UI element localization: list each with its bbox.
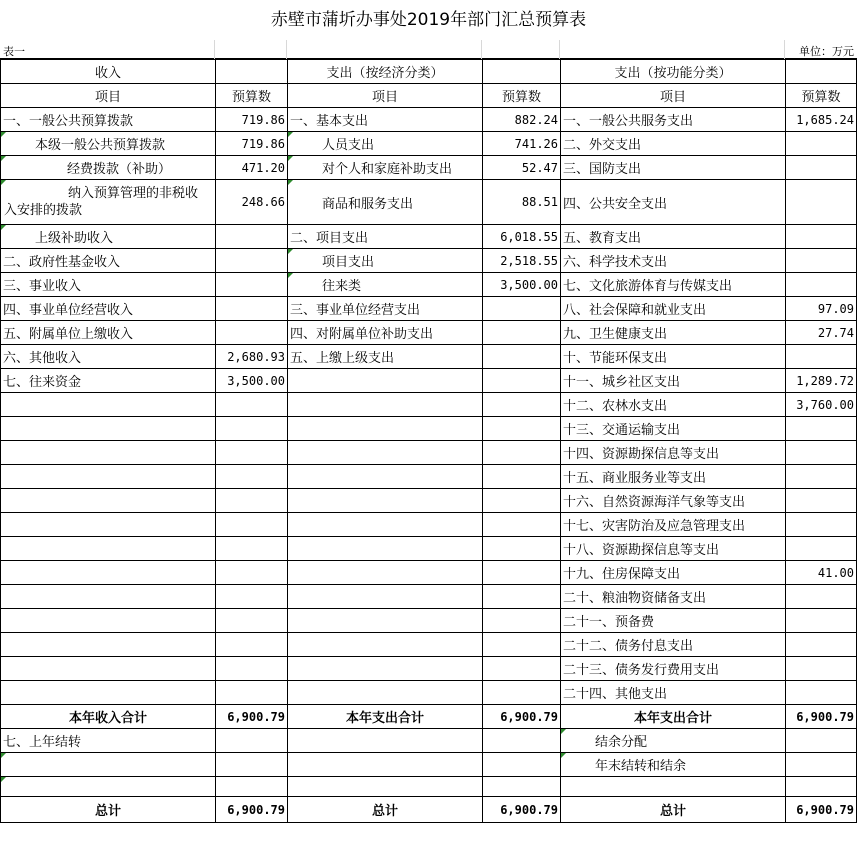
table-row: [1, 753, 857, 777]
table-row: [1, 585, 857, 609]
econ-total-label: 总计: [288, 797, 483, 823]
income-item: [1, 657, 216, 681]
func-amount: [786, 132, 857, 156]
income-item: [1, 585, 216, 609]
econ-item: [288, 561, 483, 585]
func-item: 一、一般公共服务支出: [561, 108, 786, 132]
income-item: 一、一般公共预算拨款: [1, 108, 216, 132]
econ-item: 对个人和家庭补助支出: [288, 156, 483, 180]
col-item-income: 项目: [1, 84, 216, 108]
income-amount: 719.86: [216, 108, 288, 132]
income-amount: 719.86: [216, 132, 288, 156]
func-total-value: 6,900.79: [786, 797, 857, 823]
income-amount: [216, 681, 288, 705]
econ-item: 一、基本支出: [288, 108, 483, 132]
income-amount: [216, 753, 288, 777]
func-amount: [786, 633, 857, 657]
func-amount: [786, 465, 857, 489]
econ-section-header: 支出（按经济分类）: [288, 60, 483, 84]
econ-amount: [483, 681, 561, 705]
func-amount: [786, 489, 857, 513]
income-amount: [216, 657, 288, 681]
func-item: 五、教育支出: [561, 225, 786, 249]
col-amount-func: 预算数: [786, 84, 857, 108]
func-amount: 41.00: [786, 561, 857, 585]
income-amount: [216, 321, 288, 345]
econ-item: [288, 537, 483, 561]
income-item: [1, 441, 216, 465]
econ-amount: [483, 297, 561, 321]
income-amount: 248.66: [216, 180, 288, 225]
income-item: [1, 609, 216, 633]
func-item: 十二、农林水支出: [561, 393, 786, 417]
col-item-econ: 项目: [288, 84, 483, 108]
econ-amount: [483, 465, 561, 489]
table-row: [1, 345, 857, 369]
func-amount: 27.74: [786, 321, 857, 345]
table-row: [1, 108, 857, 132]
econ-item: [288, 729, 483, 753]
func-amount: [786, 225, 857, 249]
table-row: [1, 393, 857, 417]
econ-amount: [483, 537, 561, 561]
econ-item: 五、上缴上级支出: [288, 345, 483, 369]
income-item: 上级补助收入: [1, 225, 216, 249]
econ-item: 商品和服务支出: [288, 180, 483, 225]
econ-item: [288, 441, 483, 465]
income-amount: [216, 417, 288, 441]
func-amount: [786, 441, 857, 465]
econ-amount: [483, 417, 561, 441]
func-subtotal-label: 本年支出合计: [561, 705, 786, 729]
econ-amount: 2,518.55: [483, 249, 561, 273]
income-item: 六、其他收入: [1, 345, 216, 369]
econ-item: [288, 417, 483, 441]
income-item: [1, 777, 216, 797]
func-item: 二十三、债务发行费用支出: [561, 657, 786, 681]
func-item: 六、科学技术支出: [561, 249, 786, 273]
income-item: [1, 633, 216, 657]
budget-table: [0, 59, 857, 823]
total-row: [1, 797, 857, 823]
econ-amount: [483, 585, 561, 609]
econ-amount: 882.24: [483, 108, 561, 132]
func-section-header: 支出（按功能分类）: [561, 60, 786, 84]
income-amount: [216, 489, 288, 513]
econ-amount: 741.26: [483, 132, 561, 156]
func-item: 年末结转和结余: [561, 753, 786, 777]
econ-item: 往来类: [288, 273, 483, 297]
table-row: [1, 561, 857, 585]
econ-amount: [483, 489, 561, 513]
func-item: 十四、资源勘探信息等支出: [561, 441, 786, 465]
income-amount: [216, 273, 288, 297]
income-amount: [216, 777, 288, 797]
income-item: 四、事业单位经营收入: [1, 297, 216, 321]
column-header-row: [1, 84, 857, 108]
econ-amount: [483, 609, 561, 633]
income-amount: [216, 225, 288, 249]
econ-item: 三、事业单位经营支出: [288, 297, 483, 321]
table-row: [1, 465, 857, 489]
income-item: [1, 489, 216, 513]
income-amount: [216, 465, 288, 489]
func-item: 十五、商业服务业等支出: [561, 465, 786, 489]
income-item: 五、附属单位上缴收入: [1, 321, 216, 345]
econ-item: 四、对附属单位补助支出: [288, 321, 483, 345]
func-item: 十八、资源勘探信息等支出: [561, 537, 786, 561]
econ-item: 项目支出: [288, 249, 483, 273]
income-item: 三、事业收入: [1, 273, 216, 297]
income-item: 七、上年结转: [1, 729, 216, 753]
econ-amount: [483, 513, 561, 537]
econ-item: [288, 513, 483, 537]
func-amount: 97.09: [786, 297, 857, 321]
econ-amount: [483, 657, 561, 681]
func-item: 十六、自然资源海洋气象等支出: [561, 489, 786, 513]
unit-label: 单位：万元: [799, 45, 854, 58]
income-amount: [216, 585, 288, 609]
income-item: 二、政府性基金收入: [1, 249, 216, 273]
func-item: 十七、灾害防治及应急管理支出: [561, 513, 786, 537]
econ-amount: 88.51: [483, 180, 561, 225]
income-section-header: 收入: [1, 60, 216, 84]
econ-amount: [483, 369, 561, 393]
func-item: 十、节能环保支出: [561, 345, 786, 369]
table-row: [1, 729, 857, 753]
income-item: [1, 513, 216, 537]
econ-total-value: 6,900.79: [483, 797, 561, 823]
func-item: 四、公共安全支出: [561, 180, 786, 225]
table-row: [1, 297, 857, 321]
func-amount: [786, 417, 857, 441]
col-item-func: 项目: [561, 84, 786, 108]
func-amount: [786, 180, 857, 225]
func-item: [561, 777, 786, 797]
income-item: [1, 537, 216, 561]
func-amount: [786, 585, 857, 609]
table-row: [1, 681, 857, 705]
table-row: [1, 609, 857, 633]
income-total-value: 6,900.79: [216, 797, 288, 823]
income-item: 七、往来资金: [1, 369, 216, 393]
income-total-label: 总计: [1, 797, 216, 823]
econ-item: [288, 465, 483, 489]
econ-item: [288, 657, 483, 681]
econ-amount: 52.47: [483, 156, 561, 180]
table-row: [1, 657, 857, 681]
func-amount: 1,289.72: [786, 369, 857, 393]
func-item: 二十、粮油物资储备支出: [561, 585, 786, 609]
col-amount-income: 预算数: [216, 84, 288, 108]
func-amount: [786, 345, 857, 369]
table-row: [1, 633, 857, 657]
econ-amount: [483, 393, 561, 417]
econ-item: [288, 753, 483, 777]
func-item: 七、文化旅游体育与传媒支出: [561, 273, 786, 297]
income-item: [1, 180, 216, 225]
table-row: [1, 441, 857, 465]
table-row: [1, 489, 857, 513]
income-amount: [216, 633, 288, 657]
income-amount: [216, 537, 288, 561]
income-amount: 3,500.00: [216, 369, 288, 393]
income-amount: [216, 513, 288, 537]
func-amount: [786, 729, 857, 753]
econ-item: 二、项目支出: [288, 225, 483, 249]
func-item: 十三、交通运输支出: [561, 417, 786, 441]
econ-item: [288, 633, 483, 657]
econ-amount: [483, 561, 561, 585]
func-amount: [786, 681, 857, 705]
income-item: 经费拨款（补助）: [1, 156, 216, 180]
income-item: [1, 753, 216, 777]
econ-subtotal-label: 本年支出合计: [288, 705, 483, 729]
section-header-row: [1, 60, 857, 84]
econ-subtotal-value: 6,900.79: [483, 705, 561, 729]
income-amount: [216, 393, 288, 417]
econ-amount: [483, 633, 561, 657]
income-amount: 2,680.93: [216, 345, 288, 369]
func-item: 三、国防支出: [561, 156, 786, 180]
income-amount: 471.20: [216, 156, 288, 180]
income-amount: [216, 249, 288, 273]
econ-amount: [483, 345, 561, 369]
func-total-label: 总计: [561, 797, 786, 823]
econ-item: [288, 585, 483, 609]
income-item-line2: 入安排的拨款: [4, 203, 83, 218]
table-row: [1, 273, 857, 297]
income-amount: [216, 441, 288, 465]
econ-amount: 3,500.00: [483, 273, 561, 297]
econ-amount: [483, 321, 561, 345]
func-amount: 1,685.24: [786, 108, 857, 132]
table-row: [1, 180, 857, 225]
income-item: [1, 681, 216, 705]
func-amount: [786, 777, 857, 797]
income-item: [1, 393, 216, 417]
func-amount: [786, 249, 857, 273]
econ-amount: 6,018.55: [483, 225, 561, 249]
econ-item: [288, 393, 483, 417]
table-row: [1, 417, 857, 441]
table-row: [1, 369, 857, 393]
econ-item: [288, 777, 483, 797]
func-item: 八、社会保障和就业支出: [561, 297, 786, 321]
func-amount: [786, 156, 857, 180]
func-amount: [786, 609, 857, 633]
econ-item: [288, 369, 483, 393]
func-amount: [786, 273, 857, 297]
func-item: 结余分配: [561, 729, 786, 753]
income-amount: [216, 297, 288, 321]
func-amount: [786, 513, 857, 537]
subtotal-row: [1, 705, 857, 729]
func-amount: 3,760.00: [786, 393, 857, 417]
econ-item: [288, 609, 483, 633]
table-row: [1, 513, 857, 537]
func-item: 二十二、债务付息支出: [561, 633, 786, 657]
income-amount: [216, 561, 288, 585]
func-item: 二、外交支出: [561, 132, 786, 156]
income-amount: [216, 729, 288, 753]
func-item: 九、卫生健康支出: [561, 321, 786, 345]
func-amount: [786, 657, 857, 681]
income-item: [1, 417, 216, 441]
func-amount: [786, 753, 857, 777]
page-title: 赤壁市蒲圻办事处2019年部门汇总预算表: [270, 10, 587, 30]
func-subtotal-value: 6,900.79: [786, 705, 857, 729]
func-item: 十一、城乡社区支出: [561, 369, 786, 393]
econ-amount: [483, 753, 561, 777]
table-row: [1, 249, 857, 273]
col-amount-econ: 预算数: [483, 84, 561, 108]
func-item: 二十四、其他支出: [561, 681, 786, 705]
header-strip: [0, 40, 857, 59]
econ-item: [288, 489, 483, 513]
func-amount: [786, 537, 857, 561]
func-item: 二十一、预备费: [561, 609, 786, 633]
income-amount: [216, 609, 288, 633]
income-item-line1: 纳入预算管理的非税收: [68, 186, 199, 201]
income-item: 本级一般公共预算拨款: [1, 132, 216, 156]
econ-amount: [483, 777, 561, 797]
table-row: [1, 156, 857, 180]
econ-amount: [483, 441, 561, 465]
income-item: [1, 465, 216, 489]
econ-item: [288, 681, 483, 705]
econ-item: 人员支出: [288, 132, 483, 156]
table-number: 表一: [3, 45, 25, 58]
table-row: [1, 777, 857, 797]
income-subtotal-label: 本年收入合计: [1, 705, 216, 729]
income-subtotal-value: 6,900.79: [216, 705, 288, 729]
income-item: [1, 561, 216, 585]
table-row: [1, 132, 857, 156]
econ-amount: [483, 729, 561, 753]
table-row: [1, 321, 857, 345]
table-row: [1, 225, 857, 249]
table-row: [1, 537, 857, 561]
func-item: 十九、住房保障支出: [561, 561, 786, 585]
